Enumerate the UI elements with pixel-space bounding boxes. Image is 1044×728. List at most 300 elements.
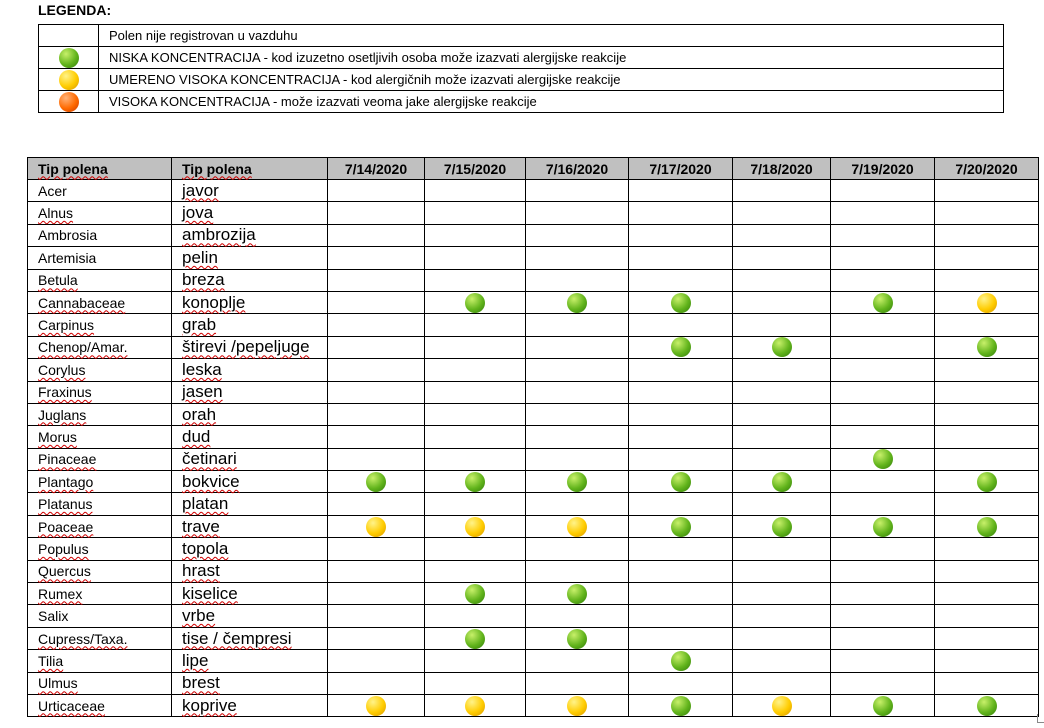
latin-name-cell bbox=[28, 381, 172, 403]
concentration-cell bbox=[629, 694, 733, 716]
table-row bbox=[28, 605, 1039, 627]
concentration-cell bbox=[935, 672, 1039, 694]
local-name-cell bbox=[172, 314, 328, 336]
latin-name-cell bbox=[28, 202, 172, 224]
concentration-cell bbox=[629, 650, 733, 672]
local-name-cell bbox=[172, 269, 328, 291]
latin-name: Rumex bbox=[38, 585, 83, 602]
local-name: leska bbox=[182, 359, 222, 379]
concentration-cell bbox=[733, 314, 831, 336]
concentration-cell bbox=[935, 694, 1039, 716]
concentration-cell bbox=[328, 583, 425, 605]
concentration-cell bbox=[328, 650, 425, 672]
concentration-cell bbox=[935, 180, 1039, 202]
concentration-cell bbox=[935, 627, 1039, 649]
concentration-cell bbox=[425, 627, 526, 649]
concentration-cell bbox=[733, 202, 831, 224]
latin-name-cell bbox=[28, 224, 172, 246]
green-dot-icon bbox=[567, 584, 587, 604]
latin-name-cell bbox=[28, 269, 172, 291]
table-row bbox=[28, 627, 1039, 649]
local-name: trave bbox=[182, 516, 220, 536]
column-header-label: Tip polena bbox=[38, 160, 108, 177]
green-dot-icon bbox=[873, 517, 893, 537]
legend-symbol-cell bbox=[39, 91, 99, 113]
concentration-cell bbox=[328, 403, 425, 425]
green-dot-icon bbox=[671, 517, 691, 537]
concentration-cell bbox=[425, 515, 526, 537]
concentration-cell bbox=[733, 269, 831, 291]
local-name: pelin bbox=[182, 247, 218, 267]
concentration-cell bbox=[629, 672, 733, 694]
concentration-cell bbox=[831, 381, 935, 403]
concentration-cell bbox=[629, 336, 733, 358]
concentration-cell bbox=[733, 672, 831, 694]
concentration-cell bbox=[935, 359, 1039, 381]
yellow-dot-icon bbox=[59, 70, 79, 90]
concentration-cell bbox=[328, 493, 425, 515]
concentration-cell bbox=[733, 471, 831, 493]
green-dot-icon bbox=[465, 584, 485, 604]
concentration-cell bbox=[629, 269, 733, 291]
concentration-cell bbox=[733, 650, 831, 672]
yellow-dot-icon bbox=[465, 517, 485, 537]
concentration-cell bbox=[328, 538, 425, 560]
green-dot-icon bbox=[671, 472, 691, 492]
green-dot-icon bbox=[366, 472, 386, 492]
concentration-cell bbox=[526, 403, 629, 425]
latin-name-cell bbox=[28, 515, 172, 537]
table-row bbox=[28, 359, 1039, 381]
concentration-cell bbox=[526, 336, 629, 358]
table-row bbox=[28, 336, 1039, 358]
legend-text: VISOKA KONCENTRACIJA - može izazvati veoma jake alergijske reakcije bbox=[99, 91, 1004, 113]
concentration-cell bbox=[629, 627, 733, 649]
concentration-cell bbox=[935, 560, 1039, 582]
concentration-cell bbox=[935, 583, 1039, 605]
latin-name: Ambrosia bbox=[38, 227, 98, 244]
local-name-cell bbox=[172, 650, 328, 672]
latin-name-cell bbox=[28, 627, 172, 649]
column-header-label: Tip polena bbox=[182, 160, 252, 177]
legend-row bbox=[39, 47, 1004, 69]
concentration-cell bbox=[526, 694, 629, 716]
concentration-cell bbox=[629, 359, 733, 381]
concentration-cell bbox=[526, 538, 629, 560]
concentration-cell bbox=[629, 426, 733, 448]
local-name: koprive bbox=[182, 695, 237, 715]
latin-name-cell bbox=[28, 583, 172, 605]
table-row bbox=[28, 247, 1039, 269]
concentration-cell bbox=[733, 694, 831, 716]
latin-name: Poaceae bbox=[38, 518, 94, 535]
concentration-cell bbox=[425, 605, 526, 627]
table-row bbox=[28, 694, 1039, 716]
column-header-label: 7/14/2020 bbox=[344, 160, 408, 177]
green-dot-icon bbox=[772, 337, 792, 357]
legend-symbol-cell bbox=[39, 25, 99, 47]
table-row bbox=[28, 583, 1039, 605]
concentration-cell bbox=[328, 359, 425, 381]
column-header-date bbox=[425, 158, 526, 180]
concentration-cell bbox=[935, 448, 1039, 470]
concentration-cell bbox=[629, 448, 733, 470]
green-dot-icon bbox=[873, 449, 893, 469]
pollen-table bbox=[27, 157, 1039, 717]
latin-name-cell bbox=[28, 672, 172, 694]
concentration-cell bbox=[425, 180, 526, 202]
concentration-cell bbox=[526, 269, 629, 291]
concentration-cell bbox=[629, 202, 733, 224]
latin-name: Pinaceae bbox=[38, 451, 97, 468]
green-dot-icon bbox=[671, 696, 691, 716]
concentration-cell bbox=[328, 448, 425, 470]
concentration-cell bbox=[733, 627, 831, 649]
latin-name-cell bbox=[28, 426, 172, 448]
concentration-cell bbox=[831, 627, 935, 649]
concentration-cell bbox=[328, 336, 425, 358]
latin-name: Betula bbox=[38, 272, 78, 289]
concentration-cell bbox=[425, 448, 526, 470]
concentration-cell bbox=[629, 493, 733, 515]
concentration-cell bbox=[831, 605, 935, 627]
concentration-cell bbox=[425, 694, 526, 716]
legend-symbol-cell bbox=[39, 47, 99, 69]
column-header-date bbox=[629, 158, 733, 180]
latin-name-cell bbox=[28, 493, 172, 515]
concentration-cell bbox=[425, 359, 526, 381]
concentration-cell bbox=[733, 493, 831, 515]
local-name-cell bbox=[172, 202, 328, 224]
concentration-cell bbox=[935, 247, 1039, 269]
concentration-cell bbox=[629, 224, 733, 246]
concentration-cell bbox=[733, 180, 831, 202]
green-dot-icon bbox=[671, 293, 691, 313]
local-name: dud bbox=[182, 426, 211, 446]
green-dot-icon bbox=[567, 293, 587, 313]
local-name-cell bbox=[172, 694, 328, 716]
concentration-cell bbox=[831, 180, 935, 202]
green-dot-icon bbox=[977, 696, 997, 716]
concentration-cell bbox=[629, 515, 733, 537]
latin-name: Salix bbox=[38, 608, 69, 625]
green-dot-icon bbox=[465, 293, 485, 313]
table-row bbox=[28, 515, 1039, 537]
concentration-cell bbox=[733, 381, 831, 403]
latin-name: Quercus bbox=[38, 563, 91, 580]
concentration-cell bbox=[733, 538, 831, 560]
legend-symbol-cell bbox=[39, 69, 99, 91]
table-row bbox=[28, 560, 1039, 582]
concentration-cell bbox=[425, 336, 526, 358]
concentration-cell bbox=[629, 381, 733, 403]
table-row bbox=[28, 672, 1039, 694]
latin-name: Cannabaceae bbox=[38, 294, 126, 311]
green-dot-icon bbox=[671, 337, 691, 357]
latin-name-cell bbox=[28, 247, 172, 269]
local-name: lipe bbox=[182, 650, 209, 670]
concentration-cell bbox=[526, 247, 629, 269]
yellow-dot-icon bbox=[366, 517, 386, 537]
local-name-cell bbox=[172, 538, 328, 560]
local-name-cell bbox=[172, 247, 328, 269]
concentration-cell bbox=[831, 471, 935, 493]
concentration-cell bbox=[629, 247, 733, 269]
concentration-cell bbox=[629, 291, 733, 313]
concentration-cell bbox=[935, 336, 1039, 358]
column-header-date bbox=[733, 158, 831, 180]
local-name-cell bbox=[172, 627, 328, 649]
concentration-cell bbox=[328, 605, 425, 627]
concentration-cell bbox=[733, 359, 831, 381]
concentration-cell bbox=[425, 538, 526, 560]
concentration-cell bbox=[733, 224, 831, 246]
concentration-cell bbox=[526, 515, 629, 537]
concentration-cell bbox=[328, 672, 425, 694]
green-dot-icon bbox=[567, 629, 587, 649]
local-name-cell bbox=[172, 672, 328, 694]
table-row bbox=[28, 202, 1039, 224]
local-name: jasen bbox=[182, 382, 223, 402]
local-name: platan bbox=[182, 494, 229, 514]
column-header-label: 7/16/2020 bbox=[545, 160, 609, 177]
concentration-cell bbox=[935, 493, 1039, 515]
concentration-cell bbox=[831, 359, 935, 381]
concentration-cell bbox=[629, 560, 733, 582]
latin-name-cell bbox=[28, 359, 172, 381]
yellow-dot-icon bbox=[772, 696, 792, 716]
table-row bbox=[28, 650, 1039, 672]
local-name: grab bbox=[182, 315, 217, 335]
local-name-cell bbox=[172, 426, 328, 448]
concentration-cell bbox=[935, 426, 1039, 448]
concentration-cell bbox=[733, 336, 831, 358]
concentration-cell bbox=[328, 269, 425, 291]
concentration-cell bbox=[526, 605, 629, 627]
table-row bbox=[28, 291, 1039, 313]
yellow-dot-icon bbox=[567, 517, 587, 537]
concentration-cell bbox=[526, 224, 629, 246]
concentration-cell bbox=[629, 471, 733, 493]
concentration-cell bbox=[733, 583, 831, 605]
latin-name-cell bbox=[28, 538, 172, 560]
concentration-cell bbox=[425, 672, 526, 694]
concentration-cell bbox=[328, 560, 425, 582]
local-name-cell bbox=[172, 291, 328, 313]
table-row bbox=[28, 381, 1039, 403]
table-row bbox=[28, 471, 1039, 493]
latin-name: Cupress/Taxa. bbox=[38, 630, 128, 647]
latin-name: Carpinus bbox=[38, 317, 95, 334]
concentration-cell bbox=[629, 538, 733, 560]
concentration-cell bbox=[935, 403, 1039, 425]
local-name: orah bbox=[182, 404, 217, 424]
local-name-cell bbox=[172, 493, 328, 515]
legend-text: UMERENO VISOKA KONCENTRACIJA - kod alergičnih može izazvati alergijske reakcije bbox=[99, 69, 1004, 91]
concentration-cell bbox=[526, 291, 629, 313]
local-name-cell bbox=[172, 359, 328, 381]
green-dot-icon bbox=[873, 696, 893, 716]
concentration-cell bbox=[425, 583, 526, 605]
concentration-cell bbox=[935, 605, 1039, 627]
green-dot-icon bbox=[977, 337, 997, 357]
concentration-cell bbox=[733, 448, 831, 470]
latin-name-cell bbox=[28, 291, 172, 313]
local-name-cell bbox=[172, 448, 328, 470]
concentration-cell bbox=[425, 560, 526, 582]
table-row bbox=[28, 448, 1039, 470]
latin-name: Populus bbox=[38, 540, 89, 557]
local-name: breza bbox=[182, 270, 225, 290]
concentration-cell bbox=[935, 538, 1039, 560]
concentration-cell bbox=[831, 202, 935, 224]
concentration-cell bbox=[831, 560, 935, 582]
concentration-cell bbox=[831, 314, 935, 336]
legend-text: NISKA KONCENTRACIJA - kod izuzetno osetljivih osoba može izazvati alergijske reakcije bbox=[99, 47, 1004, 69]
green-dot-icon bbox=[465, 472, 485, 492]
concentration-cell bbox=[526, 202, 629, 224]
concentration-cell bbox=[328, 180, 425, 202]
concentration-cell bbox=[935, 650, 1039, 672]
green-dot-icon bbox=[772, 517, 792, 537]
latin-name: Ulmus bbox=[38, 675, 78, 692]
concentration-cell bbox=[831, 515, 935, 537]
concentration-cell bbox=[328, 224, 425, 246]
green-dot-icon bbox=[671, 651, 691, 671]
concentration-cell bbox=[526, 493, 629, 515]
yellow-dot-icon bbox=[567, 696, 587, 716]
orange-dot-icon bbox=[59, 92, 79, 112]
column-header-label: 7/19/2020 bbox=[851, 160, 914, 177]
local-name: hrast bbox=[182, 561, 220, 581]
latin-name: Corylus bbox=[38, 361, 86, 378]
concentration-cell bbox=[733, 560, 831, 582]
concentration-cell bbox=[328, 247, 425, 269]
local-name: javor bbox=[182, 180, 219, 200]
latin-name-cell bbox=[28, 180, 172, 202]
column-header-date bbox=[526, 158, 629, 180]
concentration-cell bbox=[733, 403, 831, 425]
yellow-dot-icon bbox=[977, 293, 997, 313]
concentration-cell bbox=[831, 694, 935, 716]
concentration-cell bbox=[733, 247, 831, 269]
green-dot-icon bbox=[567, 472, 587, 492]
latin-name: Morus bbox=[38, 428, 77, 445]
legend-text: Polen nije registrovan u vazduhu bbox=[99, 25, 1004, 47]
concentration-cell bbox=[935, 224, 1039, 246]
column-header-date bbox=[328, 158, 425, 180]
concentration-cell bbox=[328, 314, 425, 336]
concentration-cell bbox=[425, 269, 526, 291]
concentration-cell bbox=[935, 202, 1039, 224]
concentration-cell bbox=[425, 650, 526, 672]
latin-name-cell bbox=[28, 448, 172, 470]
concentration-cell bbox=[328, 694, 425, 716]
concentration-cell bbox=[831, 247, 935, 269]
green-dot-icon bbox=[772, 472, 792, 492]
latin-name: Plantago bbox=[38, 473, 94, 490]
local-name: kiselice bbox=[182, 583, 238, 603]
column-header-label: 7/17/2020 bbox=[649, 160, 712, 177]
latin-name-cell bbox=[28, 694, 172, 716]
concentration-cell bbox=[831, 650, 935, 672]
green-dot-icon bbox=[977, 517, 997, 537]
concentration-cell bbox=[935, 269, 1039, 291]
concentration-cell bbox=[425, 202, 526, 224]
concentration-cell bbox=[425, 224, 526, 246]
concentration-cell bbox=[526, 359, 629, 381]
table-row bbox=[28, 426, 1039, 448]
concentration-cell bbox=[831, 448, 935, 470]
local-name-cell bbox=[172, 515, 328, 537]
local-name-cell bbox=[172, 381, 328, 403]
green-dot-icon bbox=[873, 293, 893, 313]
local-name: konoplje bbox=[182, 292, 246, 312]
concentration-cell bbox=[328, 202, 425, 224]
concentration-cell bbox=[831, 493, 935, 515]
latin-name-cell bbox=[28, 336, 172, 358]
green-dot-icon bbox=[977, 472, 997, 492]
local-name: brest bbox=[182, 673, 220, 693]
latin-name-cell bbox=[28, 471, 172, 493]
concentration-cell bbox=[831, 224, 935, 246]
local-name: vrbe bbox=[182, 606, 216, 626]
latin-name-cell bbox=[28, 560, 172, 582]
yellow-dot-icon bbox=[465, 696, 485, 716]
concentration-cell bbox=[935, 515, 1039, 537]
concentration-cell bbox=[935, 471, 1039, 493]
local-name: bokvice bbox=[182, 471, 240, 491]
local-name: ambrozija bbox=[182, 225, 256, 245]
local-name-cell bbox=[172, 224, 328, 246]
concentration-cell bbox=[328, 471, 425, 493]
concentration-cell bbox=[629, 403, 733, 425]
concentration-cell bbox=[629, 605, 733, 627]
concentration-cell bbox=[935, 314, 1039, 336]
concentration-cell bbox=[425, 381, 526, 403]
concentration-cell bbox=[629, 180, 733, 202]
latin-name: Tilia bbox=[38, 652, 64, 669]
local-name: četinari bbox=[182, 449, 237, 469]
green-dot-icon bbox=[59, 48, 79, 68]
local-name: štirevi /pepeljuge bbox=[182, 337, 310, 357]
concentration-cell bbox=[526, 314, 629, 336]
column-header-date bbox=[935, 158, 1039, 180]
column-header-label: 7/18/2020 bbox=[750, 160, 813, 177]
concentration-cell bbox=[526, 381, 629, 403]
concentration-cell bbox=[831, 336, 935, 358]
concentration-cell bbox=[526, 471, 629, 493]
concentration-cell bbox=[733, 291, 831, 313]
concentration-cell bbox=[935, 381, 1039, 403]
concentration-cell bbox=[425, 291, 526, 313]
concentration-cell bbox=[831, 403, 935, 425]
concentration-cell bbox=[831, 291, 935, 313]
page-corner-mark bbox=[1037, 714, 1044, 723]
column-header-label: 7/20/2020 bbox=[955, 160, 1018, 177]
green-dot-icon bbox=[465, 629, 485, 649]
local-name-cell bbox=[172, 471, 328, 493]
concentration-cell bbox=[526, 560, 629, 582]
legend-row bbox=[39, 69, 1004, 91]
table-row bbox=[28, 538, 1039, 560]
column-header-pollen-type bbox=[28, 158, 172, 180]
concentration-cell bbox=[831, 538, 935, 560]
concentration-cell bbox=[425, 247, 526, 269]
concentration-cell bbox=[328, 426, 425, 448]
concentration-cell bbox=[526, 583, 629, 605]
legend-row bbox=[39, 91, 1004, 113]
